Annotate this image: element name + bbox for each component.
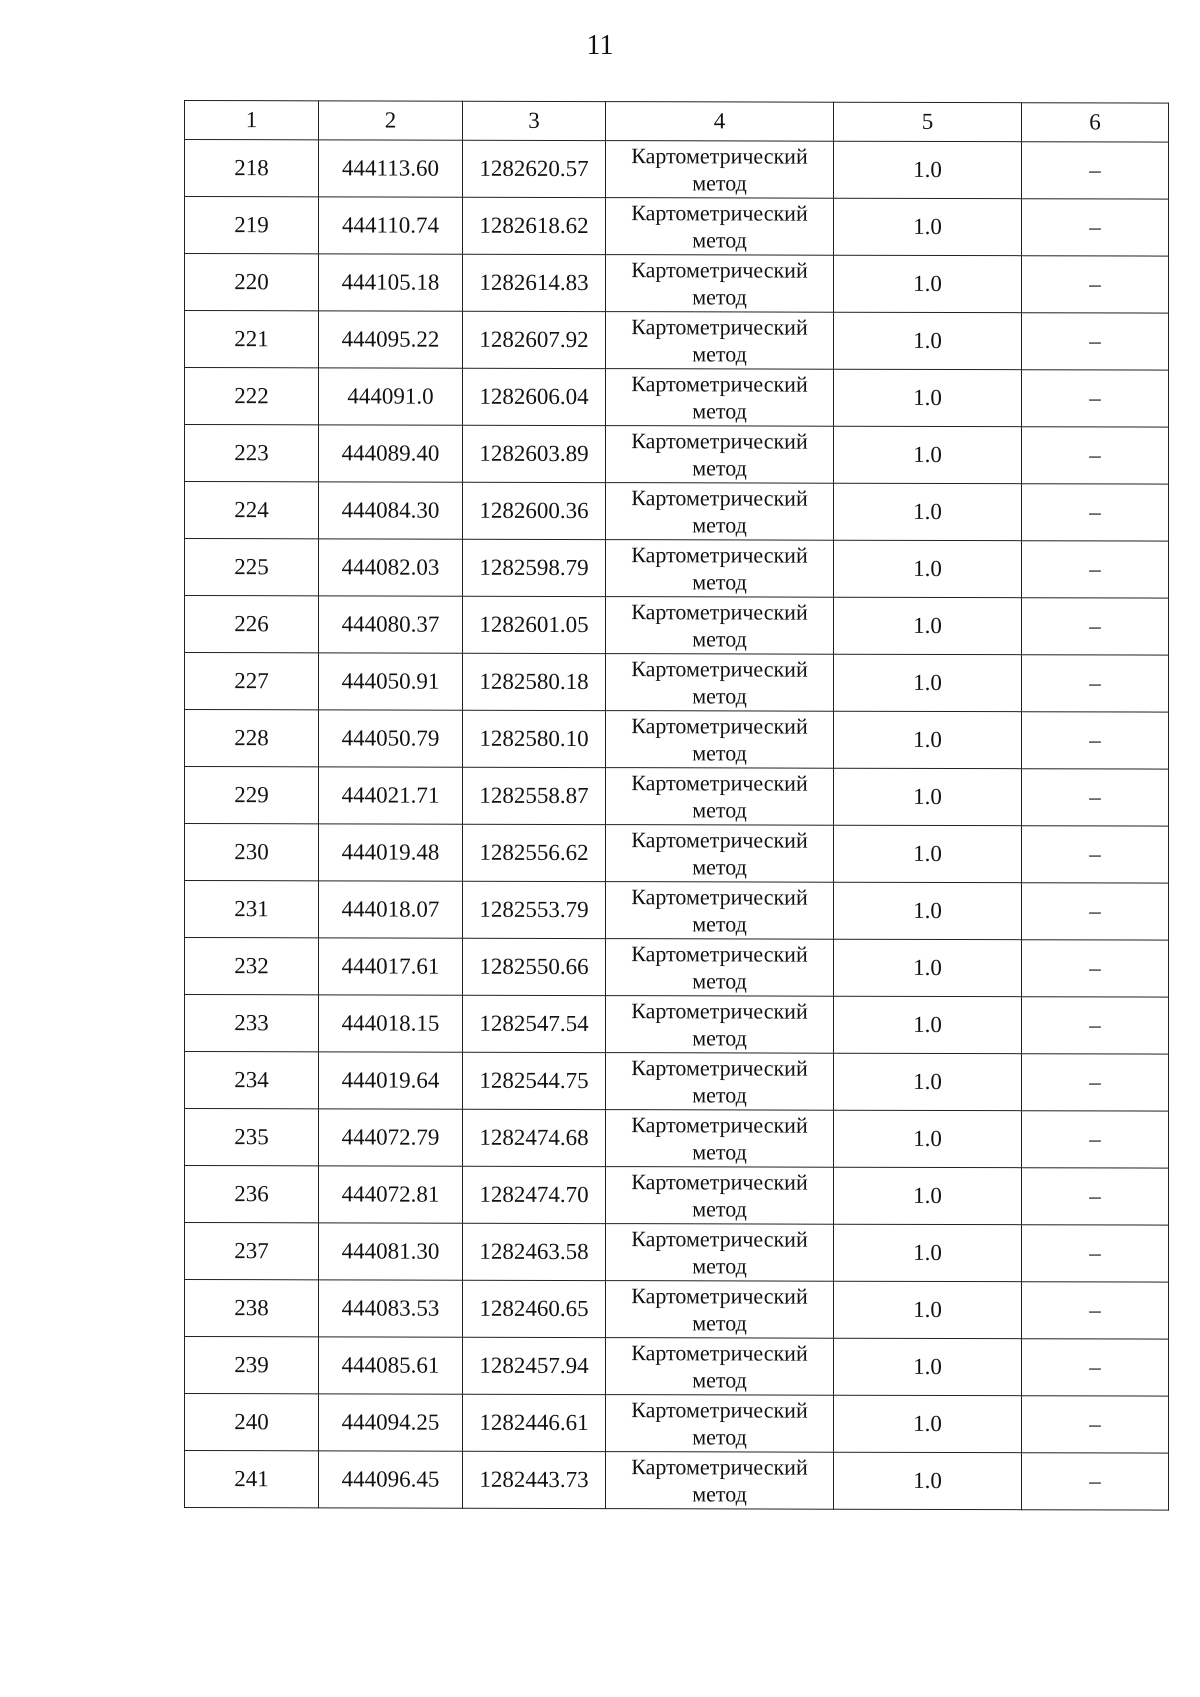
method-cell: Картометрический метод — [606, 483, 834, 541]
y-coordinate-cell: 1282550.66 — [463, 938, 606, 995]
note-cell: – — [1022, 256, 1169, 313]
accuracy-cell: 1.0 — [834, 1452, 1022, 1509]
y-coordinate-cell: 1282618.62 — [463, 197, 606, 254]
table-row — [185, 140, 1169, 200]
y-coordinate-cell: 1282603.89 — [463, 425, 606, 482]
table-row — [185, 1052, 1169, 1112]
table-row — [185, 1394, 1169, 1454]
y-coordinate-cell: 1282443.73 — [463, 1451, 606, 1508]
point-number-cell: 220 — [185, 254, 319, 311]
y-coordinate-cell: 1282556.62 — [463, 824, 606, 881]
x-coordinate-cell: 444018.15 — [319, 995, 463, 1052]
column-header: 1 — [185, 101, 319, 140]
note-cell: – — [1022, 712, 1169, 769]
method-cell: Картометрический метод — [606, 1167, 834, 1225]
y-coordinate-cell: 1282598.79 — [463, 539, 606, 596]
table-row — [185, 482, 1169, 542]
note-cell: – — [1022, 1453, 1169, 1510]
point-number-cell: 226 — [185, 596, 319, 653]
point-number-cell: 231 — [185, 881, 319, 938]
table-row — [185, 197, 1169, 257]
table-row — [185, 881, 1169, 941]
method-cell: Картометрический метод — [606, 312, 834, 370]
point-number-cell: 222 — [185, 368, 319, 425]
table-row — [185, 254, 1169, 314]
point-number-cell: 228 — [185, 710, 319, 767]
y-coordinate-cell: 1282600.36 — [463, 482, 606, 539]
note-cell: – — [1022, 997, 1169, 1054]
note-cell: – — [1022, 370, 1169, 427]
note-cell: – — [1022, 484, 1169, 541]
y-coordinate-cell: 1282620.57 — [463, 140, 606, 197]
note-cell: – — [1022, 199, 1169, 256]
table-row — [185, 767, 1169, 827]
x-coordinate-cell: 444050.79 — [319, 710, 463, 767]
note-cell: – — [1022, 1282, 1169, 1339]
method-cell: Картометрический метод — [606, 141, 834, 199]
column-header: 3 — [463, 101, 606, 140]
accuracy-cell: 1.0 — [834, 369, 1022, 426]
table-row — [185, 710, 1169, 770]
note-cell: – — [1022, 1111, 1169, 1168]
point-number-cell: 224 — [185, 482, 319, 539]
point-number-cell: 239 — [185, 1337, 319, 1394]
note-cell: – — [1022, 142, 1169, 199]
y-coordinate-cell: 1282457.94 — [463, 1337, 606, 1394]
x-coordinate-cell: 444089.40 — [319, 425, 463, 482]
accuracy-cell: 1.0 — [834, 1395, 1022, 1452]
note-cell: – — [1022, 1054, 1169, 1111]
accuracy-cell: 1.0 — [834, 597, 1022, 654]
note-cell: – — [1022, 826, 1169, 883]
column-header: 5 — [834, 102, 1022, 141]
x-coordinate-cell: 444017.61 — [319, 938, 463, 995]
point-number-cell: 230 — [185, 824, 319, 881]
method-cell: Картометрический метод — [606, 882, 834, 940]
point-number-cell: 237 — [185, 1223, 319, 1280]
note-cell: – — [1022, 1225, 1169, 1282]
y-coordinate-cell: 1282463.58 — [463, 1223, 606, 1280]
method-cell: Картометрический метод — [606, 1053, 834, 1111]
note-cell: – — [1022, 1396, 1169, 1453]
note-cell: – — [1022, 940, 1169, 997]
column-header: 2 — [319, 101, 463, 140]
note-cell: – — [1022, 427, 1169, 484]
method-cell: Картометрический метод — [606, 825, 834, 883]
note-cell: – — [1022, 313, 1169, 370]
method-cell: Картометрический метод — [606, 654, 834, 712]
point-number-cell: 235 — [185, 1109, 319, 1166]
accuracy-cell: 1.0 — [834, 255, 1022, 312]
accuracy-cell: 1.0 — [834, 1053, 1022, 1110]
x-coordinate-cell: 444113.60 — [319, 140, 463, 197]
y-coordinate-cell: 1282607.92 — [463, 311, 606, 368]
point-number-cell: 238 — [185, 1280, 319, 1337]
x-coordinate-cell: 444083.53 — [319, 1280, 463, 1337]
method-cell: Картометрический метод — [606, 198, 834, 256]
x-coordinate-cell: 444081.30 — [319, 1223, 463, 1280]
table-row — [185, 1166, 1169, 1226]
accuracy-cell: 1.0 — [834, 426, 1022, 483]
table-row — [185, 1223, 1169, 1283]
table-body — [185, 140, 1169, 1511]
x-coordinate-cell: 444018.07 — [319, 881, 463, 938]
x-coordinate-cell: 444094.25 — [319, 1394, 463, 1451]
y-coordinate-cell: 1282547.54 — [463, 995, 606, 1052]
x-coordinate-cell: 444091.0 — [319, 368, 463, 425]
table-row — [185, 425, 1169, 485]
accuracy-cell: 1.0 — [834, 1338, 1022, 1395]
x-coordinate-cell: 444050.91 — [319, 653, 463, 710]
point-number-cell: 229 — [185, 767, 319, 824]
accuracy-cell: 1.0 — [834, 1167, 1022, 1224]
accuracy-cell: 1.0 — [834, 825, 1022, 882]
method-cell: Картометрический метод — [606, 1281, 834, 1339]
note-cell: – — [1022, 769, 1169, 826]
accuracy-cell: 1.0 — [834, 483, 1022, 540]
method-cell: Картометрический метод — [606, 426, 834, 484]
table-row — [185, 539, 1169, 599]
note-cell: – — [1022, 541, 1169, 598]
point-number-cell: 240 — [185, 1394, 319, 1451]
method-cell: Картометрический метод — [606, 1338, 834, 1396]
point-number-cell: 225 — [185, 539, 319, 596]
note-cell: – — [1022, 655, 1169, 712]
method-cell: Картометрический метод — [606, 1224, 834, 1282]
x-coordinate-cell: 444019.48 — [319, 824, 463, 881]
table-row — [185, 938, 1169, 998]
accuracy-cell: 1.0 — [834, 540, 1022, 597]
x-coordinate-cell: 444072.79 — [319, 1109, 463, 1166]
point-number-cell: 232 — [185, 938, 319, 995]
note-cell: – — [1022, 1168, 1169, 1225]
table-row — [185, 995, 1169, 1055]
y-coordinate-cell: 1282580.18 — [463, 653, 606, 710]
table-row — [185, 824, 1169, 884]
header-row — [185, 101, 1169, 143]
x-coordinate-cell: 444105.18 — [319, 254, 463, 311]
y-coordinate-cell: 1282474.68 — [463, 1109, 606, 1166]
accuracy-cell: 1.0 — [834, 198, 1022, 255]
table-row — [185, 653, 1169, 713]
table-row — [185, 1109, 1169, 1169]
method-cell: Картометрический метод — [606, 939, 834, 997]
point-number-cell: 223 — [185, 425, 319, 482]
table-row — [185, 596, 1169, 656]
note-cell: – — [1022, 883, 1169, 940]
x-coordinate-cell: 444080.37 — [319, 596, 463, 653]
x-coordinate-cell: 444110.74 — [319, 197, 463, 254]
method-cell: Картометрический метод — [606, 540, 834, 598]
accuracy-cell: 1.0 — [834, 1224, 1022, 1281]
note-cell: – — [1022, 1339, 1169, 1396]
point-number-cell: 219 — [185, 197, 319, 254]
page-number: 11 — [586, 30, 614, 61]
method-cell: Картометрический метод — [606, 1110, 834, 1168]
accuracy-cell: 1.0 — [834, 996, 1022, 1053]
x-coordinate-cell: 444019.64 — [319, 1052, 463, 1109]
method-cell: Картометрический метод — [606, 255, 834, 313]
accuracy-cell: 1.0 — [834, 939, 1022, 996]
method-cell: Картометрический метод — [606, 369, 834, 427]
table-row — [185, 311, 1169, 371]
accuracy-cell: 1.0 — [834, 1110, 1022, 1167]
y-coordinate-cell: 1282553.79 — [463, 881, 606, 938]
point-number-cell: 234 — [185, 1052, 319, 1109]
accuracy-cell: 1.0 — [834, 768, 1022, 825]
method-cell: Картометрический метод — [606, 996, 834, 1054]
accuracy-cell: 1.0 — [834, 654, 1022, 711]
note-cell: – — [1022, 598, 1169, 655]
x-coordinate-cell: 444082.03 — [319, 539, 463, 596]
x-coordinate-cell: 444072.81 — [319, 1166, 463, 1223]
column-header: 6 — [1022, 103, 1169, 142]
column-header: 4 — [606, 102, 834, 142]
x-coordinate-cell: 444021.71 — [319, 767, 463, 824]
accuracy-cell: 1.0 — [834, 312, 1022, 369]
accuracy-cell: 1.0 — [834, 1281, 1022, 1338]
table-row — [185, 368, 1169, 428]
x-coordinate-cell: 444085.61 — [319, 1337, 463, 1394]
x-coordinate-cell: 444096.45 — [319, 1451, 463, 1508]
y-coordinate-cell: 1282446.61 — [463, 1394, 606, 1451]
x-coordinate-cell: 444084.30 — [319, 482, 463, 539]
point-number-cell: 241 — [185, 1451, 319, 1508]
point-number-cell: 233 — [185, 995, 319, 1052]
accuracy-cell: 1.0 — [834, 882, 1022, 939]
y-coordinate-cell: 1282558.87 — [463, 767, 606, 824]
y-coordinate-cell: 1282614.83 — [463, 254, 606, 311]
point-number-cell: 218 — [185, 140, 319, 197]
point-number-cell: 236 — [185, 1166, 319, 1223]
point-number-cell: 227 — [185, 653, 319, 710]
x-coordinate-cell: 444095.22 — [319, 311, 463, 368]
method-cell: Картометрический метод — [606, 597, 834, 655]
y-coordinate-cell: 1282460.65 — [463, 1280, 606, 1337]
y-coordinate-cell: 1282606.04 — [463, 368, 606, 425]
table-row — [185, 1451, 1169, 1511]
table-row — [185, 1337, 1169, 1397]
method-cell: Картометрический метод — [606, 1395, 834, 1453]
method-cell: Картометрический метод — [606, 1452, 834, 1510]
table-row — [185, 1280, 1169, 1340]
accuracy-cell: 1.0 — [834, 711, 1022, 768]
coordinates-table — [184, 100, 1169, 1511]
point-number-cell: 221 — [185, 311, 319, 368]
y-coordinate-cell: 1282580.10 — [463, 710, 606, 767]
accuracy-cell: 1.0 — [834, 141, 1022, 198]
y-coordinate-cell: 1282544.75 — [463, 1052, 606, 1109]
method-cell: Картометрический метод — [606, 768, 834, 826]
y-coordinate-cell: 1282474.70 — [463, 1166, 606, 1223]
y-coordinate-cell: 1282601.05 — [463, 596, 606, 653]
method-cell: Картометрический метод — [606, 711, 834, 769]
